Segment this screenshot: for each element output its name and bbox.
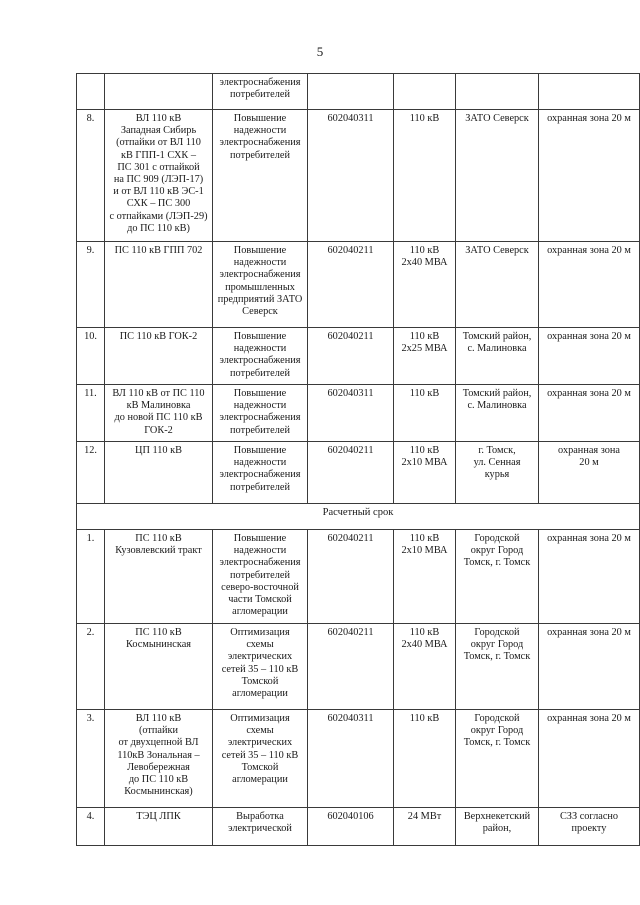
table-row: [77, 624, 640, 710]
object-purpose: Повышение надежности электроснабжения потребителей: [213, 385, 308, 442]
object-code: 602040311: [308, 110, 394, 242]
object-zone: охранная зона 20 м: [539, 710, 640, 808]
row-number: 12.: [77, 442, 105, 504]
object-purpose: Повышение надежности электроснабжения промышленных предприятий ЗАТО Северск: [213, 242, 308, 328]
object-parameters: 110 кВ 2х25 МВА: [394, 328, 456, 385]
object-purpose: Повышение надежности электроснабжения потребителей: [213, 442, 308, 504]
object-name: ТЭЦ ЛПК: [105, 808, 213, 846]
object-purpose: Повышение надежности электроснабжения потребителей: [213, 110, 308, 242]
row-number: 1.: [77, 530, 105, 624]
object-purpose: Повышение надежности электроснабжения потребителей северо-восточной части Томской агломерации: [213, 530, 308, 624]
object-name: ПС 110 кВ ГОК-2: [105, 328, 213, 385]
section-row: [77, 504, 640, 530]
table-row: [77, 385, 640, 442]
object-parameters: 110 кВ 2х40 МВА: [394, 624, 456, 710]
object-parameters: 110 кВ 2х10 МВА: [394, 530, 456, 624]
object-parameters: 110 кВ: [394, 385, 456, 442]
row-number: 10.: [77, 328, 105, 385]
table-row: [77, 530, 640, 624]
row-number: [77, 74, 105, 110]
object-parameters: 110 кВ: [394, 710, 456, 808]
object-name: ПС 110 кВ Космынинская: [105, 624, 213, 710]
object-parameters: 24 МВт: [394, 808, 456, 846]
object-zone: охранная зона 20 м: [539, 530, 640, 624]
planning-table: [76, 73, 640, 846]
table-row: [77, 442, 640, 504]
row-number: 8.: [77, 110, 105, 242]
object-name: ПС 110 кВ Кузовлевский тракт: [105, 530, 213, 624]
object-zone: охранная зона 20 м: [539, 624, 640, 710]
object-name: ЦП 110 кВ: [105, 442, 213, 504]
object-location: Томский район, с. Малиновка: [456, 385, 539, 442]
table-row: [77, 328, 640, 385]
table-row: [77, 242, 640, 328]
object-location: ЗАТО Северск: [456, 110, 539, 242]
object-location: ЗАТО Северск: [456, 242, 539, 328]
object-zone: [539, 74, 640, 110]
row-number: 3.: [77, 710, 105, 808]
object-location: г. Томск, ул. Сенная курья: [456, 442, 539, 504]
object-code: 602040311: [308, 710, 394, 808]
section-title: Расчетный срок: [77, 504, 640, 530]
row-number: 9.: [77, 242, 105, 328]
object-code: 602040311: [308, 385, 394, 442]
object-name: ВЛ 110 кВ Западная Сибирь (отпайки от ВЛ 110 кВ ГПП-1 СХК – ПС 301 с отпайкой на ПС 909 (ЛЭП-17) и от ВЛ 110 кВ ЭС-1 СХК – ПС 300 с отпайками (ЛЭП-29) до ПС 110 кВ): [105, 110, 213, 242]
object-code: [308, 74, 394, 110]
object-name: ПС 110 кВ ГПП 702: [105, 242, 213, 328]
object-location: Верхнекетский район,: [456, 808, 539, 846]
object-code: 602040211: [308, 328, 394, 385]
object-location: Городской округ Город Томск, г. Томск: [456, 710, 539, 808]
object-location: Городской округ Город Томск, г. Томск: [456, 530, 539, 624]
object-parameters: 110 кВ: [394, 110, 456, 242]
row-number: 2.: [77, 624, 105, 710]
object-zone: охранная зона 20 м: [539, 442, 640, 504]
object-zone: охранная зона 20 м: [539, 110, 640, 242]
object-code: 602040211: [308, 624, 394, 710]
object-zone: СЗЗ согласно проекту: [539, 808, 640, 846]
table-row: [77, 74, 640, 110]
object-name: [105, 74, 213, 110]
object-zone: охранная зона 20 м: [539, 385, 640, 442]
object-code: 602040211: [308, 442, 394, 504]
object-code: 602040106: [308, 808, 394, 846]
object-purpose: Оптимизация схемы электрических сетей 35 – 110 кВ Томской агломерации: [213, 624, 308, 710]
object-parameters: 110 кВ 2х40 МВА: [394, 242, 456, 328]
table-row: [77, 710, 640, 808]
object-code: 602040211: [308, 242, 394, 328]
object-location: Городской округ Город Томск, г. Томск: [456, 624, 539, 710]
object-name: ВЛ 110 кВ (отпайки от двухцепной ВЛ 110кВ Зональная – Левобережная до ПС 110 кВ Космынинская): [105, 710, 213, 808]
object-zone: охранная зона 20 м: [539, 328, 640, 385]
object-location: Томский район, с. Малиновка: [456, 328, 539, 385]
object-purpose: электроснабжения потребителей: [213, 74, 308, 110]
object-code: 602040211: [308, 530, 394, 624]
object-purpose: Оптимизация схемы электрических сетей 35 – 110 кВ Томской агломерации: [213, 710, 308, 808]
object-name: ВЛ 110 кВ от ПС 110 кВ Малиновка до новой ПС 110 кВ ГОК-2: [105, 385, 213, 442]
object-location: [456, 74, 539, 110]
row-number: 11.: [77, 385, 105, 442]
object-purpose: Повышение надежности электроснабжения потребителей: [213, 328, 308, 385]
row-number: 4.: [77, 808, 105, 846]
object-zone: охранная зона 20 м: [539, 242, 640, 328]
object-parameters: [394, 74, 456, 110]
table-row: [77, 110, 640, 242]
object-parameters: 110 кВ 2х10 МВА: [394, 442, 456, 504]
object-purpose: Выработка электрической: [213, 808, 308, 846]
page-number: 5: [316, 44, 324, 59]
table-row: [77, 808, 640, 846]
